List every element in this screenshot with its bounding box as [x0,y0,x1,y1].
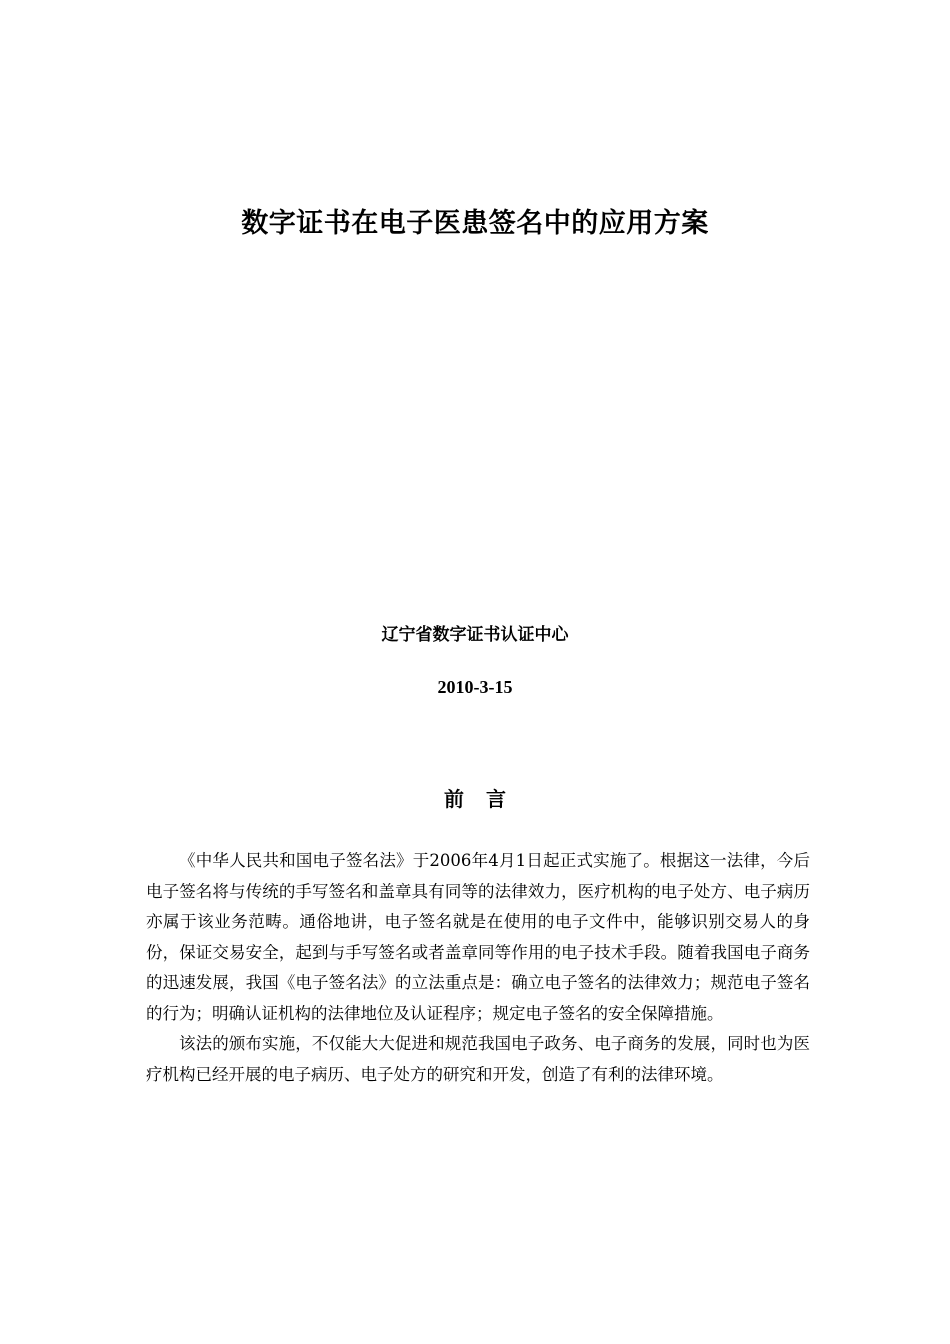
preface-heading: 前言 [444,787,528,811]
document-date: 2010-3-15 [437,677,513,697]
document-title: 数字证书在电子医患签名中的应用方案 [241,208,709,239]
organization-name: 辽宁省数字证书认证中心 [381,625,569,645]
preface-paragraph-2: 该法的颁布实施，不仅能大大促进和规范我国电子政务、电子商务的发展，同时也为医疗机构已经开展的电子病历、电子处方的研究和开发，创造了有利的法律环境。 [146,1034,810,1084]
preface-paragraph-1: 《中华人民共和国电子签名法》于2006年4月1日起正式实施了。根据这一法律，今后电子签名将与传统的手写签名和盖章具有同等的法律效力，医疗机构的电子处方、电子病历亦属于该业务范畴。通俗地讲，电子签名就是在使用的电子文件中，能够识别交易人的身份，保证交易安全，起到与手写签名或者盖章同等作用的电子技术手段。随着我国电子商务的迅速发展，我国《电子签名法》的立法重点是：确立电子签名的法律效力；规范电子签名的行为；明确认证机构的法律地位及认证程序；规定电子签名的安全保障措施。 [146,851,810,1023]
preface-body [146,846,810,1090]
